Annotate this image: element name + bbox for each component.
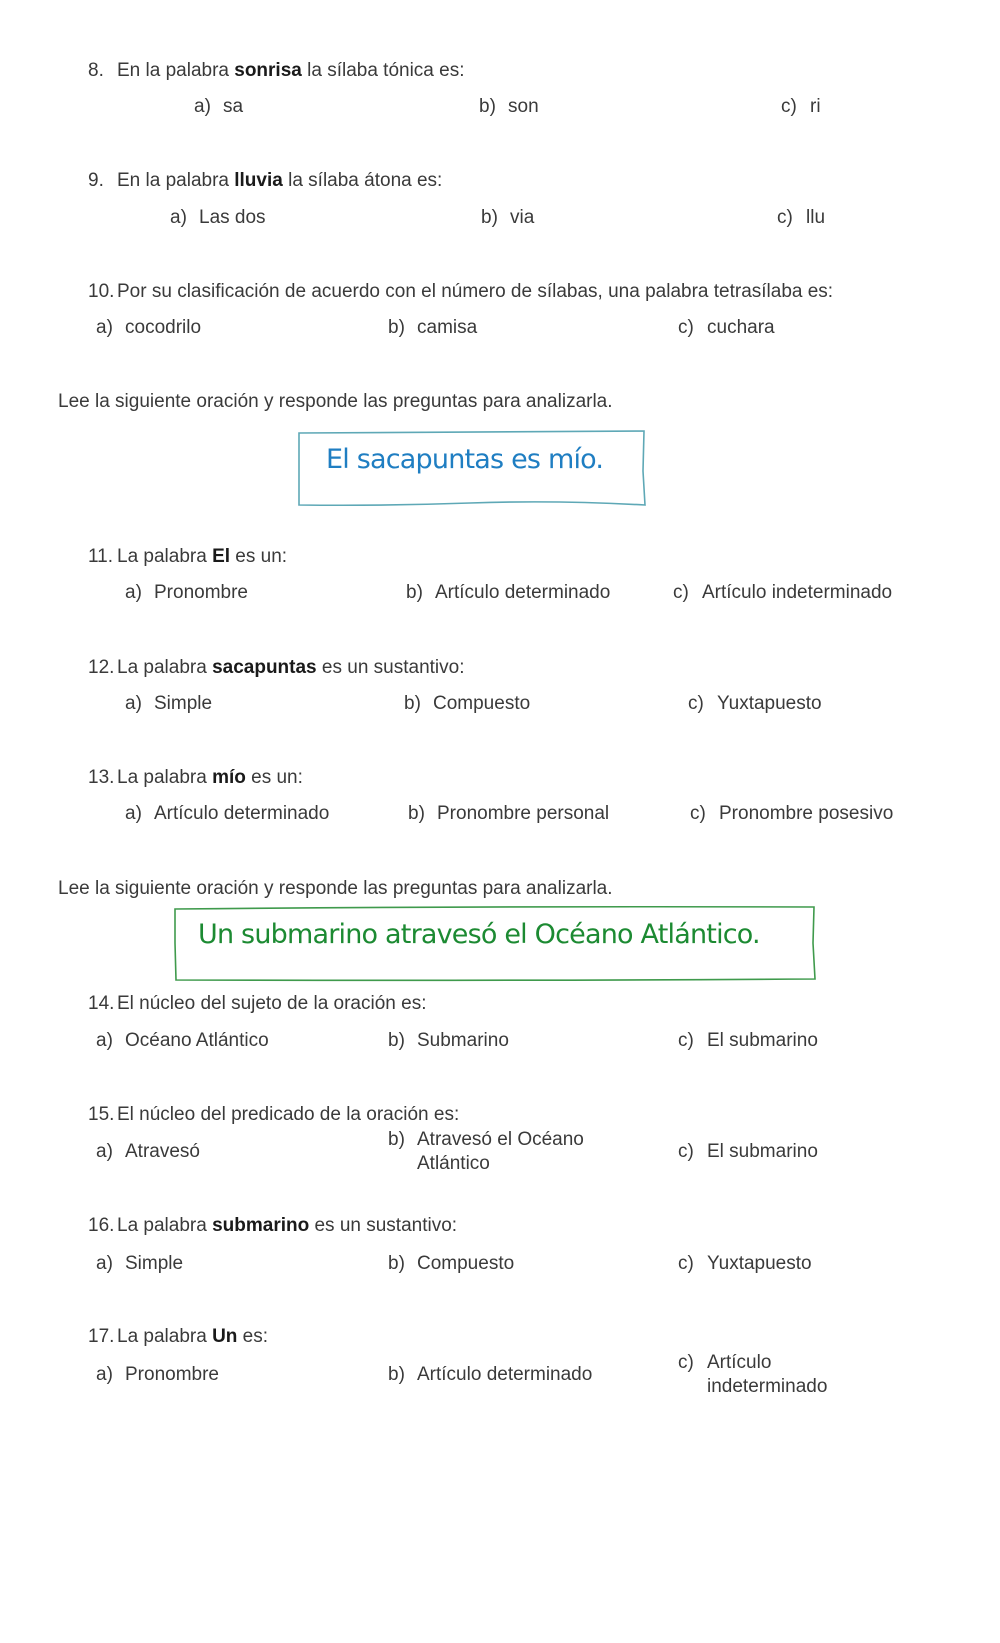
prompt-keyword: submarino xyxy=(212,1215,310,1236)
instruction-text: Lee la siguiente oración y responde las preguntas para analizarla. xyxy=(58,878,613,899)
option-text: Artículo indeterminado xyxy=(707,1352,828,1397)
q15-option-a[interactable] xyxy=(96,1140,200,1164)
prompt-text: la sílaba tónica es: xyxy=(301,60,465,81)
option-text: camisa xyxy=(417,317,478,338)
option-text: Compuesto xyxy=(417,1253,515,1274)
option-text: El submarino xyxy=(707,1141,818,1162)
q10-option-c[interactable] xyxy=(678,316,775,340)
q14-option-b[interactable] xyxy=(388,1029,509,1053)
question-prompt xyxy=(117,169,442,193)
option-text: Océano Atlántico xyxy=(125,1030,269,1051)
prompt-text: la sílaba átona es: xyxy=(282,170,443,191)
option-text: Las dos xyxy=(199,207,266,228)
option-text: Artículo determinado xyxy=(435,582,611,603)
prompt-text: La palabra xyxy=(117,767,213,788)
question-10 xyxy=(88,280,833,304)
q17-option-a[interactable] xyxy=(96,1363,219,1387)
option-text: El submarino xyxy=(707,1030,818,1051)
option-letter: a) xyxy=(96,1141,113,1162)
q17-option-c[interactable] xyxy=(678,1351,857,1399)
option-letter: c) xyxy=(678,317,694,338)
question-prompt: Por su clasificación de acuerdo con el número de sílabas, una palabra tetrasílaba es: xyxy=(117,281,834,302)
option-text: Artículo determinado xyxy=(154,803,330,824)
option-text: Artículo determinado xyxy=(417,1364,593,1385)
q10-option-b[interactable] xyxy=(388,316,477,340)
sentence-box-2 xyxy=(175,907,815,979)
option-letter: b) xyxy=(408,803,425,824)
option-letter: c) xyxy=(690,803,706,824)
option-letter: b) xyxy=(388,1253,405,1274)
q11-option-a[interactable] xyxy=(125,581,248,605)
option-letter: b) xyxy=(481,207,498,228)
option-text: Compuesto xyxy=(433,693,531,714)
option-text: son xyxy=(508,96,539,117)
question-number: 11. xyxy=(88,546,114,567)
option-letter: c) xyxy=(678,1253,694,1274)
option-letter: b) xyxy=(388,1364,405,1385)
option-text: Atravesó el Océano Atlántico xyxy=(417,1129,584,1174)
q16-option-c[interactable] xyxy=(678,1252,812,1276)
option-letter: c) xyxy=(781,96,797,117)
question-12 xyxy=(88,656,465,680)
prompt-keyword: El xyxy=(212,546,231,567)
question-prompt: El núcleo del sujeto de la oración es: xyxy=(117,993,427,1014)
option-letter: a) xyxy=(125,693,142,714)
option-letter: a) xyxy=(96,1030,113,1051)
prompt-keyword: sacapuntas xyxy=(212,657,317,678)
option-letter: c) xyxy=(678,1030,694,1051)
option-text: Submarino xyxy=(417,1030,509,1051)
option-text: cuchara xyxy=(707,317,775,338)
question-14 xyxy=(88,992,426,1016)
q16-option-a[interactable] xyxy=(96,1252,183,1276)
question-prompt xyxy=(117,59,465,83)
q9-option-b[interactable] xyxy=(481,206,534,230)
question-16 xyxy=(88,1214,457,1238)
prompt-text: es un sustantivo: xyxy=(309,1215,458,1236)
option-letter: c) xyxy=(688,693,704,714)
prompt-keyword: Un xyxy=(212,1326,238,1347)
prompt-keyword: sonrisa xyxy=(234,60,302,81)
q17-option-b[interactable] xyxy=(388,1363,592,1387)
question-9 xyxy=(88,169,442,193)
option-letter: a) xyxy=(96,1253,113,1274)
question-number: 15. xyxy=(88,1104,115,1125)
prompt-keyword: lluvia xyxy=(234,170,283,191)
question-8 xyxy=(88,59,465,83)
question-number: 16. xyxy=(88,1215,115,1236)
prompt-keyword: mío xyxy=(212,767,246,788)
option-letter: a) xyxy=(194,96,211,117)
prompt-text: En la palabra xyxy=(117,170,235,191)
q11-option-c[interactable] xyxy=(673,581,892,605)
option-letter: b) xyxy=(479,96,496,117)
q10-option-a[interactable] xyxy=(96,316,201,340)
question-number: 10. xyxy=(88,281,115,302)
option-text: Simple xyxy=(154,693,213,714)
q13-option-b[interactable] xyxy=(408,802,609,826)
prompt-text: es: xyxy=(237,1326,269,1347)
option-letter: c) xyxy=(678,1352,694,1373)
sentence-text: El sacapuntas es mío. xyxy=(326,444,604,475)
q8-option-a[interactable] xyxy=(194,95,243,119)
prompt-text: La palabra xyxy=(117,1326,213,1347)
sentence-text: Un submarino atravesó el Océano Atlántico. xyxy=(198,919,760,950)
q9-option-c[interactable] xyxy=(777,206,825,230)
option-text: Pronombre xyxy=(154,582,248,603)
option-letter: b) xyxy=(388,1129,405,1150)
q11-option-b[interactable] xyxy=(406,581,610,605)
option-text: llu xyxy=(806,207,826,228)
question-prompt xyxy=(117,1325,268,1349)
question-17 xyxy=(88,1325,268,1349)
question-13 xyxy=(88,766,303,790)
q9-option-a[interactable] xyxy=(170,206,266,230)
question-prompt xyxy=(117,1214,457,1238)
option-text: ri xyxy=(810,96,821,117)
option-text: Yuxtapuesto xyxy=(707,1253,812,1274)
question-prompt xyxy=(117,545,287,569)
q16-option-b[interactable] xyxy=(388,1252,514,1276)
question-number: 13. xyxy=(88,767,115,788)
option-letter: a) xyxy=(96,1364,113,1385)
question-prompt xyxy=(117,656,465,680)
question-number: 9. xyxy=(88,170,104,191)
prompt-text: es un sustantivo: xyxy=(316,657,465,678)
option-letter: a) xyxy=(125,803,142,824)
option-text: Pronombre personal xyxy=(437,803,610,824)
prompt-text: En la palabra xyxy=(117,60,235,81)
q12-option-b[interactable] xyxy=(404,692,530,716)
option-letter: a) xyxy=(170,207,187,228)
prompt-text: es un: xyxy=(245,767,303,788)
option-letter: c) xyxy=(678,1141,694,1162)
option-letter: b) xyxy=(388,1030,405,1051)
q15-option-b[interactable] xyxy=(388,1128,617,1176)
q13-option-a[interactable] xyxy=(125,802,329,826)
option-letter: b) xyxy=(404,693,421,714)
q12-option-c[interactable] xyxy=(688,692,822,716)
question-prompt: El núcleo del predicado de la oración es: xyxy=(117,1104,460,1125)
q15-option-c[interactable] xyxy=(678,1140,818,1164)
prompt-text: La palabra xyxy=(117,657,213,678)
option-text: Artículo indeterminado xyxy=(702,582,893,603)
question-11 xyxy=(88,545,287,569)
prompt-text: es un: xyxy=(230,546,288,567)
option-text: Yuxtapuesto xyxy=(717,693,822,714)
question-number: 8. xyxy=(88,60,104,81)
sentence-box-1 xyxy=(299,431,644,504)
q12-option-a[interactable] xyxy=(125,692,212,716)
prompt-text: La palabra xyxy=(117,546,213,567)
option-text: Pronombre posesivo xyxy=(719,803,894,824)
option-text: sa xyxy=(223,96,244,117)
q14-option-a[interactable] xyxy=(96,1029,269,1053)
option-text: Pronombre xyxy=(125,1364,219,1385)
option-text: Simple xyxy=(125,1253,184,1274)
question-number: 12. xyxy=(88,657,115,678)
instruction-text: Lee la siguiente oración y responde las preguntas para analizarla. xyxy=(58,391,613,412)
q13-option-c[interactable] xyxy=(690,802,893,826)
question-number: 14. xyxy=(88,993,115,1014)
option-letter: a) xyxy=(96,317,113,338)
question-prompt xyxy=(117,766,303,790)
q8-option-c[interactable] xyxy=(781,95,821,119)
q8-option-b[interactable] xyxy=(479,95,539,119)
option-letter: c) xyxy=(777,207,793,228)
option-text: cocodrilo xyxy=(125,317,202,338)
option-text: Atravesó xyxy=(125,1141,200,1162)
option-letter: c) xyxy=(673,582,689,603)
option-letter: b) xyxy=(406,582,423,603)
question-15 xyxy=(88,1103,459,1127)
option-letter: b) xyxy=(388,317,405,338)
option-text: via xyxy=(510,207,535,228)
prompt-text: La palabra xyxy=(117,1215,213,1236)
option-letter: a) xyxy=(125,582,142,603)
q14-option-c[interactable] xyxy=(678,1029,818,1053)
question-number: 17. xyxy=(88,1326,115,1347)
